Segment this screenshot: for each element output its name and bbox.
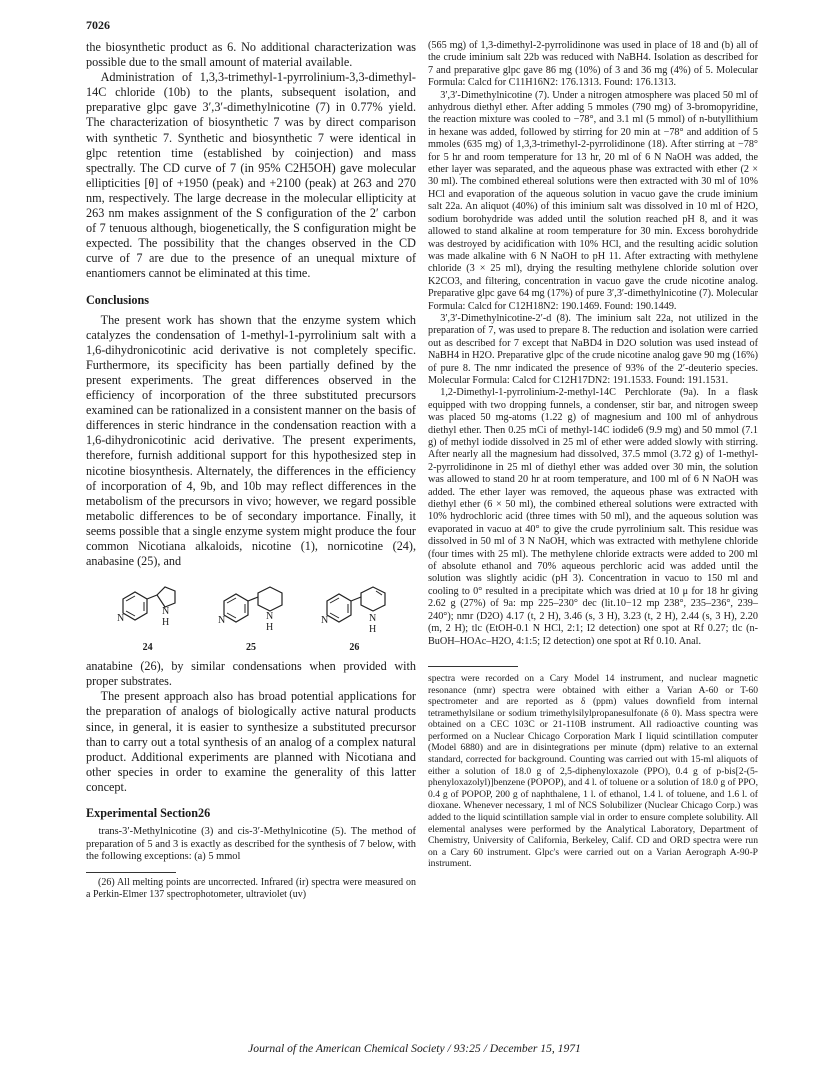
left-paragraph-6: trans-3′-Methylnicotine (3) and cis-3′-Methylnicotine (5). The method of preparation of 5 and 3 is exactly as described for the synthesis of 7 below, with the following exceptions: (a) 5 mmol bbox=[86, 826, 416, 863]
journal-footer: Journal of the American Chemical Society / 93:25 / December 15, 1971 bbox=[248, 1042, 581, 1055]
structure-label-25: 25 bbox=[245, 642, 256, 654]
left-column bbox=[86, 40, 416, 902]
structure-26-n-ring: N bbox=[321, 615, 329, 627]
left-paragraph-3: The present work has shown that the enzyme system which catalyzes the condensation of 1-methyl-1-pyrrolinium salt with a 1,6-dihydronicotinic acid derivative is not completely specific. Furthermore, its specificity has been partially defined by the present experiments. The great differences observed in the efficiency of incorporation of the three substituted precursors examined can be rationalized in a consistent manner on the basis of differences in steric hindrance in the condensation reaction with a 1,6-dihydronicotinic acid derivative. The present experiments, therefore, furnish additional support for this hypothesized step in nicotine biosynthesis. Alternately, the differences in the efficiency of incorporation of 4, 9b, and 10b may reflect differences in the metabolism of the precursors in vivo; however, we regard possible metabolic differences to be of secondary importance. Finally, it seems possible that a single enzyme system might produce the four common Nicotiana alkaloids, nicotine (1), nornicotine (24), anabasine (25), and bbox=[86, 312, 416, 569]
left-paragraph-1: the biosynthetic product as 6. No additional characterization was possible due to the small amount of material available. bbox=[86, 40, 416, 70]
right-paragraph-3: 3′,3′-Dimethylnicotine-2′-d (8). The iminium salt 22a, not utilized in the preparation of 7, was used to prepare 8. The reduction and isolation were carried out as described for 7 except that NaBD4 in D2O solution was used instead of NaBH4 in H2O. Preparative glpc of the crude nicotine analog gave 90 mg (16%) of pure 8. The nmr indicated the presence of 93% of the 2′-deuterio species. Molecular Formula: Calcd for C12H17DN2: 191.1533. Found: 191.1531. bbox=[428, 312, 758, 386]
page-number: 7026 bbox=[86, 18, 110, 32]
structure-label-26: 26 bbox=[349, 642, 360, 654]
structure-26-nh: N bbox=[369, 613, 377, 625]
structure-anatabine bbox=[313, 581, 395, 655]
conclusions-heading: Conclusions bbox=[86, 292, 149, 307]
structure-25-nh: N bbox=[265, 611, 274, 623]
right-paragraph-1: (565 mg) of 1,3-dimethyl-2-pyrrolidinone was used in place of 18 and (b) all of the crude iminium salt 22b was reduced with NaBH4. Isolation as described for 7 and preparative glpc gave 86 mg (10%) of 3 and 36 mg (4%) of 5. Molecular Formula: Calcd for C11H16N2: 176.1313. Found: 176.1313. bbox=[428, 40, 758, 89]
right-column bbox=[428, 40, 758, 870]
alkaloid-structures bbox=[96, 577, 406, 655]
footnote-rule-left bbox=[86, 872, 176, 873]
structure-anabasine bbox=[210, 581, 292, 655]
anatabine-structure-icon bbox=[313, 581, 395, 639]
footnote-continuation: spectra were recorded on a Cary Model 14 instrument, and nuclear magnetic resonance (nmr) spectra were obtained with either a Varian A-60 or T-60 spectrometer and are reported as δ (ppm) values downfield from internal tetramethylsilane or sodium trimethylsilylpropanesulfonate (δ 0). Mass spectra were obtained on a CEC 103C or 21-110B instrument. All radioactive counting was performed on a Nuclear Chicago Corporation Mark I liquid scintillation computer (Model 6880) and are in disintegrations per minute (dpm) relative to an external standard, corrected for background. Counting was carried out with 15-ml aliquots of either a solution of 18.0 g of 2,5-diphenyloxazole (PPO), 0.4 g of p-bis[2-(5-phenyloxazolyl)]benzene (POPOP), and 4 l. of toluene or a solution of 18.0 g of PPO, 0.4 g of POPOP, 200 g of naphthalene, 1 l. of ethanol, 1.4 l. of toluene, and 1.6 l. of dioxane. Whenever necessary, 1 ml of NCS Solubilizer (Nuclear Chicago Corp.) was added to the liquid scintillation sample vial in order to ensure complete solubility. All elemental analyses were performed by the Analytical Laboratory, Department of Chemistry, University of California, Berkeley, Calif. CD and ORD spectra were run on a Cary 60 instrument. Glpc's were carried out on a Varian Aerograph A-90-P instrument. bbox=[428, 672, 758, 870]
experimental-heading: Experimental Section26 bbox=[86, 806, 211, 821]
structure-label-24: 24 bbox=[142, 642, 153, 654]
structure-26-h: H bbox=[369, 624, 377, 636]
nornicotine-structure-icon bbox=[107, 581, 189, 639]
left-paragraph-2: Administration of 1,3,3-trimethyl-1-pyrrolinium-3,3-dimethyl-14C chloride (10b) to the plants, subsequent isolation, and preparative glpc gave 3′,3′-dimethylnicotine (7) in 0.77% yield. The characterization of biosynthetic 7 was by direct comparison with synthetic 7. Synthetic and biosynthetic 7 were identical in glpc retention time (established by coinjection) and mass spectrally. The CD curve of 7 (in 95% C2H5OH) gave molecular ellipticities [θ] of +1950 (peak) and +2100 (peak) at 263 and 270 nm, respectively. The large decrease in the molecular ellipticity at 263 nm makes assignment of the S configuration of the 2′ carbon of 7 tenuous although, biogenetically, the S configuration might be expected. The possibility that the changes observed in the CD curve of 7 are due to the presence of an unequal mixture of enantiomers cannot be eliminated at this time. bbox=[86, 70, 416, 281]
structure-24-h: H bbox=[161, 617, 169, 629]
right-paragraph-2: 3′,3′-Dimethylnicotine (7). Under a nitrogen atmosphere was placed 50 ml of anhydrous diethyl ether. After adding 5 mmoles (790 mg) of 3-bromopyridine, the reaction mixture was cooled to −78°, and 3.1 ml (5 mmol) of n-butyllithium in hexane was added, followed by stirring for 20 min at −78° and addition of 5 mmoles (635 mg) of 1,3,3-trimethyl-2-pyrrolidinone (18). After stirring at −78° for 5 hr and room temperature for 13 hr, 20 ml of 6 N NaOH was added, the ether layer was separated, and the aqueous phase was extracted with ether (2 × 30 ml). The combined ethereal solutions were then extracted with 30 ml of 10% HCl and evaporation of the aqueous solution in vacuo gave the crude iminium salt 22a. An aliquot (40%) of this iminium salt was dissolved in 10 ml of H2O, sodium borohydride was added until the solution reached pH 8, and it was allowed to stand alkaline at room temperature for 30 min. Excess borohydride was destroyed by acidification with 10% HCl, and the resulting acidic solution was made alkaline with 6 N NaOH to pH 11. After extracting with methylene chloride (3 × 25 ml), drying the resulting methylene chloride solution over K2CO3, and filtering, concentration in vacuo gave the crude nicotine analog. Preparative glpc gave 64 mg (17%) of pure 3′,3′-dimethylnicotine (7). Molecular Formula: Calcd for C12H18N2: 190.1469. Found: 190.1449. bbox=[428, 89, 758, 312]
footnote-rule-right bbox=[428, 666, 518, 667]
left-paragraph-5: The present approach also has broad potential applications for the preparation of analogs of biologically active natural products since, in general, it is easier to synthesize a substituted precursor than to carry out a total synthesis of an analog of a complex natural product. Additional experiments are planned with Nicotiana and other species in order to examine the generality of this latter concept. bbox=[86, 689, 416, 794]
structure-25-n-ring: N bbox=[217, 615, 226, 627]
right-paragraph-4: 1,2-Dimethyl-1-pyrrolinium-2-methyl-14C Perchlorate (9a). In a flask equipped with two dropping funnels, a condenser, stir bar, and nitrogen sweep was placed 50 mg-atoms (1.22 g) of magnesium and 100 ml of anhydrous diethyl ether. Then 0.25 mCi of methyl-14C iodide6 (9.9 mg) and 50 mmol (7.1 g) of methyl iodide dissolved in 25 ml of ether were added slowly with stirring. After nearly all the magnesium had dissolved, 37.5 mmol (3.72 g) of 1-methyl-2-pyrrolidinone in 25 ml of diethyl ether was added over 30 min, the solution was allowed to stand 20 hr at room temperature, and 100 ml of 6 N NaOH was added. The ether layer was removed, the aqueous phase was extracted with diethyl ether (6 × 50 ml), the combined ethereal solutions were extracted with 10% hydrochloric acid (three times with 50 ml), and the aqueous solution was evaporated in vacuo at 40° to give the crude pyrrolinium salt. This residue was dissolved in 50 ml of 3 N NaOH, which was extracted with methylene chloride (four times with 25 ml). The methylene chloride extracts were added to 200 ml of absolute ethanol and 70% aqueous perchloric acid was added until the solution was slightly acidic (pH 3). Concentration in vacuo to 150 ml and cooling to 0° resulted in a precipitate which was dried at 10 μ for 18 hr giving 2.62 g (27%) of 9a: mp 225–230° dec (lit.10−12 mp 238°, 235–236°, 239–240°); nmr (D2O) 4.17 (t, 2 H), 3.46 (s, 3 H), 3.23 (t, 2 H), 2.44 (s, 3 H), 2.20 (m, 2 H); tlc (EtOH-0.1 N HCl, 2:1; I2 detection) one spot at Rf 0.27; tlc (n-BuOH–HOAc–H2O, 4:1:5; I2 detection) one spot at Rf 0.10. Anal. bbox=[428, 387, 758, 647]
anabasine-structure-icon bbox=[210, 581, 292, 639]
structure-24-nh: N bbox=[161, 606, 169, 618]
left-paragraph-4: anatabine (26), by similar condensations when provided with proper substrates. bbox=[86, 659, 416, 689]
structure-24-n-ring: N bbox=[116, 613, 124, 625]
structure-nornicotine bbox=[107, 581, 189, 655]
structure-25-h: H bbox=[265, 622, 274, 634]
footnote-26: (26) All melting points are uncorrected. Infrared (ir) spectra were measured on a Perkin-Elmer 137 spectrophotometer, ultraviolet (uv) bbox=[86, 876, 416, 901]
